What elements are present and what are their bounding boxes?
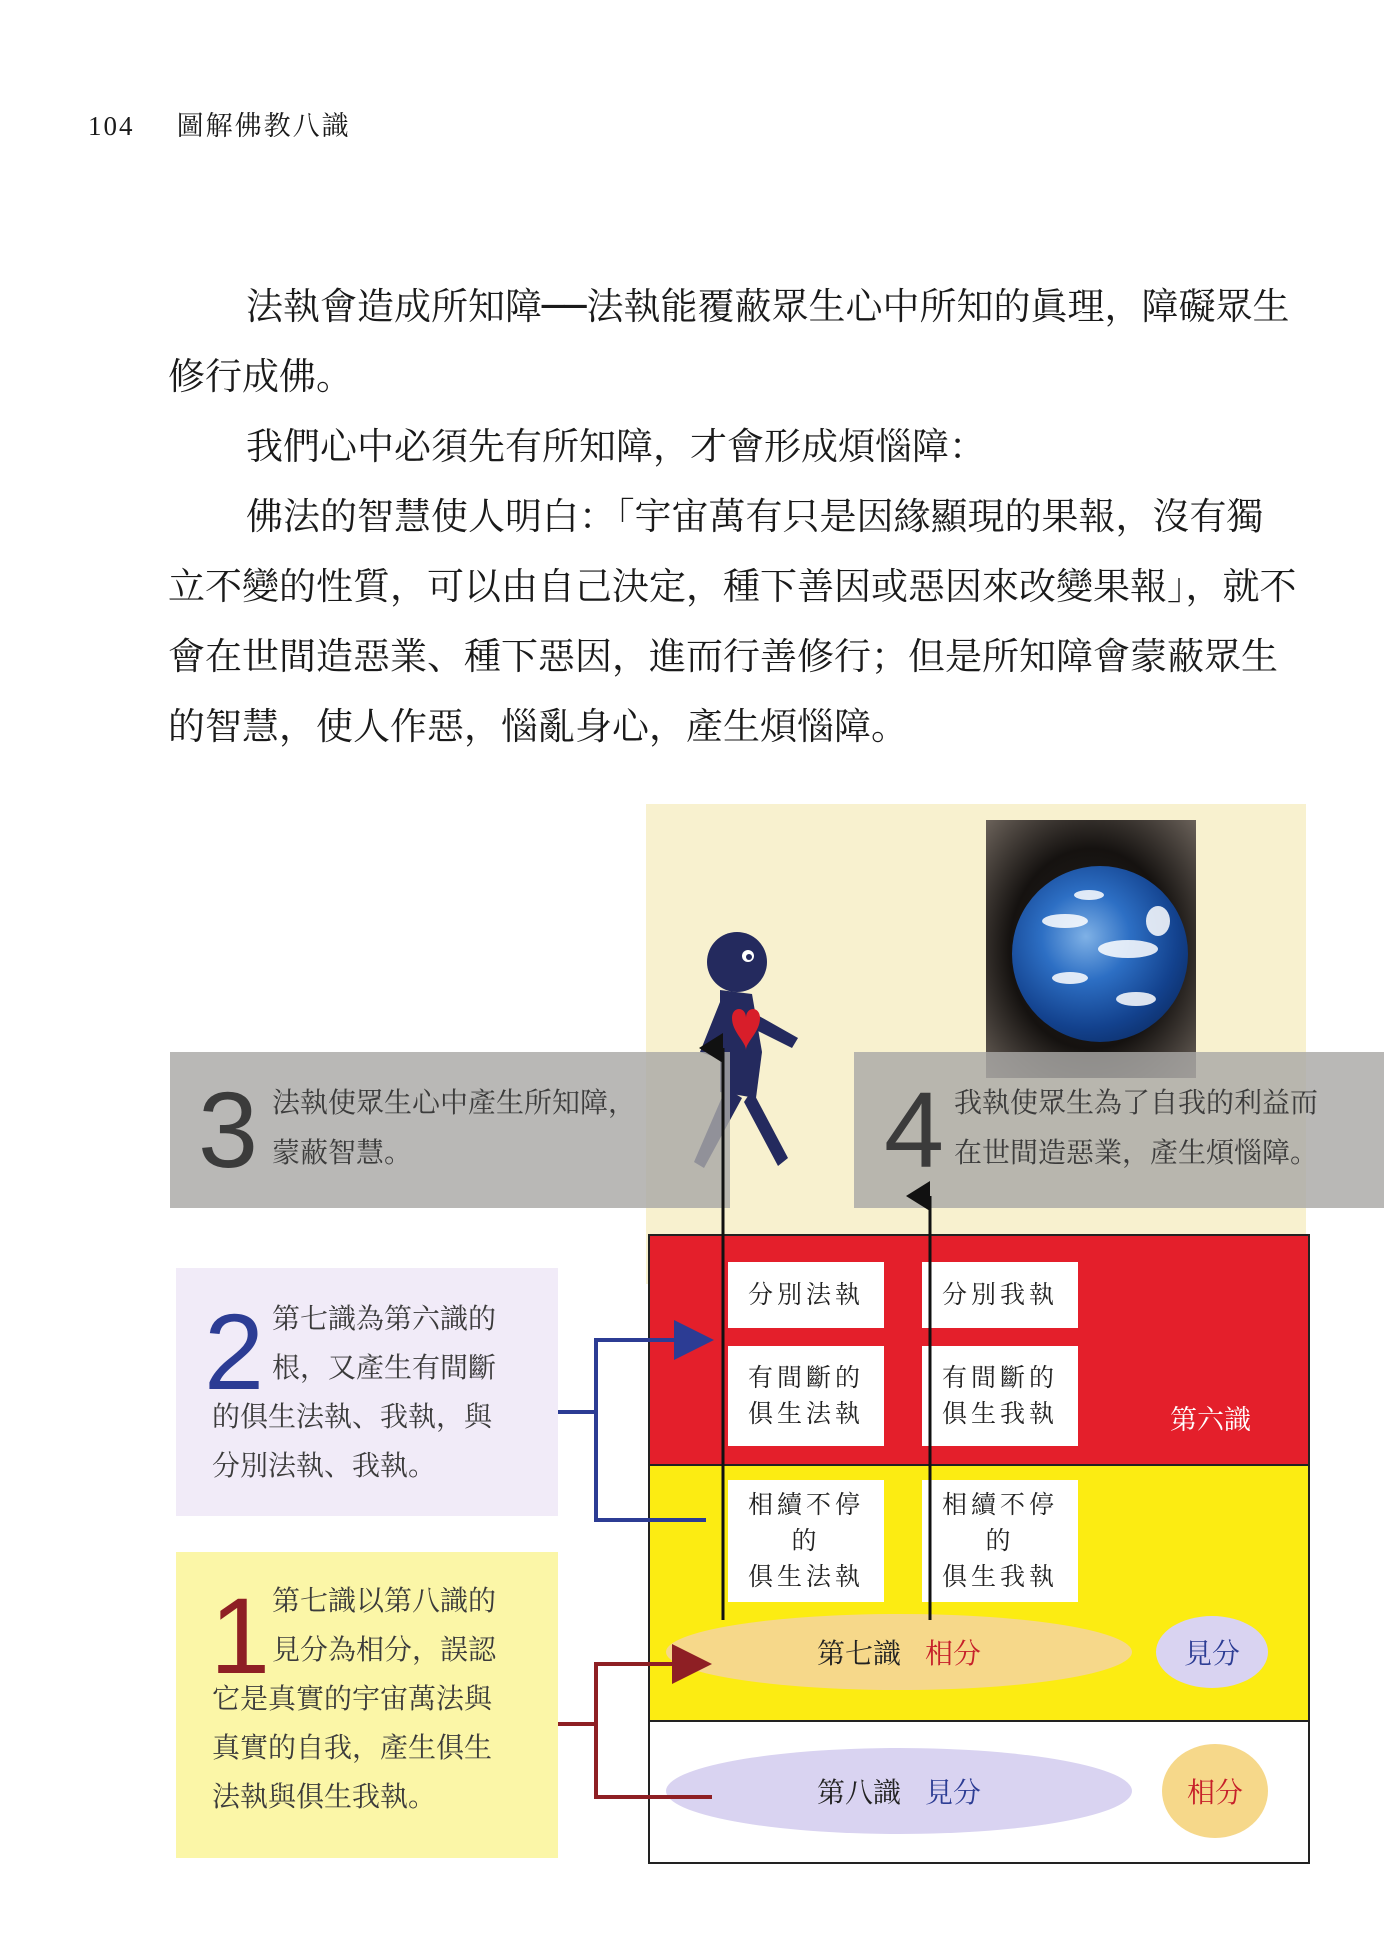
callout-2-line3: 的俱生法執、我執，與 (212, 1401, 493, 1432)
eighth-image-part-oval: 相分 (1162, 1744, 1268, 1838)
callout-1-line3: 它是真實的宇宙萬法與 (212, 1683, 493, 1714)
callout-4-number: 4 (884, 1069, 945, 1190)
book-title: 圖解佛教八識 (176, 111, 351, 142)
cell-continuous-dharma-attachment: 相續不停 的 俱生法執 (728, 1480, 884, 1602)
callout-1-connector (558, 1664, 704, 1724)
callout-3-number: 3 (198, 1069, 259, 1190)
callout-1-line4: 真實的自我，產生俱生 (212, 1732, 493, 1763)
callout-2-line1: 第七識為第六識的 (272, 1303, 497, 1334)
paragraph-2: 我們心中必須先有所知障，才會形成煩惱障： (246, 425, 986, 468)
callout-3-line2: 蒙蔽智慧。 (272, 1137, 413, 1168)
callout-4-line2: 在世間造惡業，產生煩惱障。 (954, 1137, 1319, 1168)
sixth-consciousness-label: 第六識 (1170, 1405, 1251, 1435)
seventh-seeing-part-oval: 見分 (1156, 1616, 1268, 1688)
callout-2-connector-lower (596, 1412, 706, 1520)
page-number: 104 (88, 111, 135, 141)
callout-2-connector (558, 1340, 706, 1412)
eighth-consciousness-oval: 第八識 見分 (666, 1748, 1132, 1834)
callout-1-number: 1 (210, 1575, 271, 1696)
callout-2-line2: 根，又產生有間斷 (272, 1352, 497, 1383)
callout-2-line4: 分別法執、我執。 (212, 1450, 437, 1481)
callout-1-line5: 法執與俱生我執。 (212, 1781, 437, 1812)
paragraph-1: 法執會造成所知障──法執能覆蔽眾生心中所知的眞理，障礙眾生修行成佛。 (168, 285, 1290, 398)
cell-continuous-self-attachment: 相續不停 的 俱生我執 (922, 1480, 1078, 1602)
cell-discriminative-self-attachment: 分別我執 (922, 1262, 1078, 1328)
callout-2-number: 2 (204, 1291, 265, 1412)
callout-1-line2: 見分為相分，誤認 (272, 1634, 497, 1665)
callout-1-line1: 第七識以第八識的 (272, 1585, 497, 1616)
callout-3-line1: 法執使眾生心中產生所知障， (272, 1087, 637, 1118)
paragraph-3: 佛法的智慧使人明白：「宇宙萬有只是因緣顯現的果報，沒有獨立不變的性質，可以由自己決定，種下善因或惡因來改變果報」，就不會在世間造惡業、種下惡因，進而行善修行；但是所知障會蒙蔽眾生的智慧，使人作惡，惱亂身心，產生煩惱障。 (168, 495, 1297, 748)
seventh-consciousness-oval: 第七識 相分 (666, 1614, 1132, 1690)
callout-1-connector-lower (596, 1724, 712, 1797)
cell-intermittent-dharma-attachment: 有間斷的 俱生法執 (728, 1346, 884, 1446)
cell-intermittent-self-attachment: 有間斷的 俱生我執 (922, 1346, 1078, 1446)
cell-discriminative-dharma-attachment: 分別法執 (728, 1262, 884, 1328)
callout-4-line1: 我執使眾生為了自我的利益而 (954, 1087, 1319, 1118)
